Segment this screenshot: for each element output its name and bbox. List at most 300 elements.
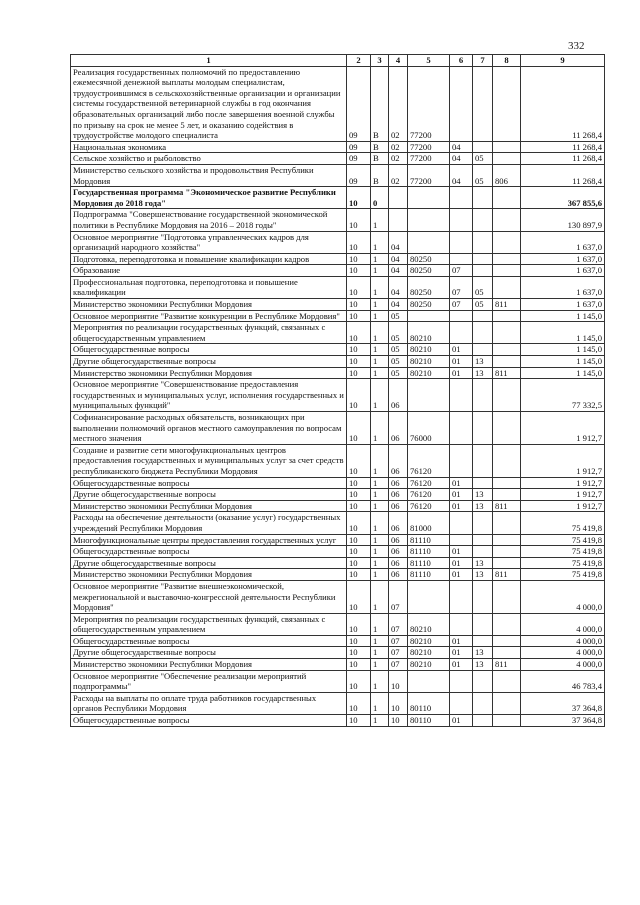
amount-cell: 1 637,0 [521, 276, 605, 298]
row-name-cell: Подготовка, переподготовка и повышение квалификации кадров [71, 253, 347, 265]
code-cell: 80210 [408, 344, 450, 356]
row-name-cell: Другие общегосударственные вопросы [71, 489, 347, 501]
code-cell [408, 209, 450, 231]
row-name-cell: Общегосударственные вопросы [71, 344, 347, 356]
code-cell: 10 [347, 569, 371, 581]
code-cell [473, 187, 493, 209]
code-cell: 1 [371, 253, 389, 265]
amount-cell: 1 912,7 [521, 477, 605, 489]
code-cell [450, 322, 473, 344]
code-cell: 1 [371, 647, 389, 659]
code-cell [450, 66, 473, 141]
code-cell: 09 [347, 66, 371, 141]
code-cell: 10 [347, 557, 371, 569]
amount-cell: 1 637,0 [521, 265, 605, 277]
code-cell: 80110 [408, 692, 450, 714]
code-cell: 10 [347, 299, 371, 311]
code-cell: 10 [347, 477, 371, 489]
code-cell: 10 [347, 489, 371, 501]
row-name-cell: Создание и развитие сети многофункциональных центров предоставления государственных и муниципальных услуг за счет средств республиканского бюджета Республики Мордовия [71, 444, 347, 477]
table-row [71, 187, 605, 209]
code-cell [493, 209, 521, 231]
code-cell: 80250 [408, 253, 450, 265]
code-cell: 01 [450, 635, 473, 647]
code-cell: 13 [473, 356, 493, 368]
code-cell [473, 310, 493, 322]
header-cell: 3 [371, 55, 389, 67]
code-cell: 80210 [408, 367, 450, 379]
code-cell: 10 [347, 344, 371, 356]
code-cell: 13 [473, 569, 493, 581]
code-cell: 05 [389, 356, 408, 368]
code-cell [473, 379, 493, 412]
code-cell: 811 [493, 367, 521, 379]
code-cell [450, 209, 473, 231]
row-name-cell: Национальная экономика [71, 141, 347, 153]
table-row [71, 580, 605, 613]
amount-cell: 1 637,0 [521, 231, 605, 253]
header-cell: 8 [493, 55, 521, 67]
code-cell [493, 546, 521, 558]
code-cell: 01 [450, 344, 473, 356]
row-name-cell: Сельское хозяйство и рыболовство [71, 153, 347, 165]
code-cell: 10 [347, 715, 371, 727]
code-cell [493, 557, 521, 569]
code-cell: 80110 [408, 715, 450, 727]
table-row [71, 322, 605, 344]
code-cell [493, 412, 521, 445]
amount-cell: 4 000,0 [521, 647, 605, 659]
amount-cell: 4 000,0 [521, 580, 605, 613]
code-cell: 10 [347, 209, 371, 231]
code-cell [473, 670, 493, 692]
code-cell: 10 [389, 715, 408, 727]
row-name-cell: Министерство сельского хозяйства и продовольствия Республики Мордовия [71, 164, 347, 186]
row-name-cell: Министерство экономики Республики Мордовия [71, 659, 347, 671]
amount-cell: 1 145,0 [521, 356, 605, 368]
code-cell: 05 [473, 276, 493, 298]
code-cell [493, 534, 521, 546]
code-cell [473, 692, 493, 714]
code-cell: 04 [450, 153, 473, 165]
code-cell: 06 [389, 412, 408, 445]
code-cell: 07 [389, 659, 408, 671]
code-cell: 07 [389, 635, 408, 647]
code-cell: 80210 [408, 356, 450, 368]
code-cell: 04 [389, 231, 408, 253]
table-row [71, 444, 605, 477]
code-cell: 811 [493, 659, 521, 671]
table-row [71, 276, 605, 298]
code-cell: 1 [371, 512, 389, 534]
code-cell: 01 [450, 489, 473, 501]
code-cell: 06 [389, 546, 408, 558]
code-cell: 77200 [408, 141, 450, 153]
code-cell: 1 [371, 265, 389, 277]
code-cell: 05 [389, 310, 408, 322]
code-cell [450, 670, 473, 692]
code-cell: 10 [347, 659, 371, 671]
code-cell: 1 [371, 659, 389, 671]
code-cell: 04 [389, 265, 408, 277]
code-cell: В [371, 141, 389, 153]
code-cell: 10 [347, 379, 371, 412]
code-cell: 06 [389, 489, 408, 501]
code-cell [473, 265, 493, 277]
row-name-cell: Общегосударственные вопросы [71, 635, 347, 647]
code-cell: 10 [347, 512, 371, 534]
code-cell: 01 [450, 477, 473, 489]
code-cell: 1 [371, 276, 389, 298]
code-cell [408, 670, 450, 692]
code-cell: 1 [371, 715, 389, 727]
code-cell: 06 [389, 500, 408, 512]
code-cell: 81110 [408, 557, 450, 569]
code-cell [450, 580, 473, 613]
amount-cell: 1 637,0 [521, 253, 605, 265]
row-name-cell: Министерство экономики Республики Мордовия [71, 299, 347, 311]
code-cell [450, 444, 473, 477]
row-name-cell: Софинансирование расходных обязательств, возникающих при выполнении полномочий органов местного самоуправления по вопросам местного значения [71, 412, 347, 445]
amount-cell: 75 419,8 [521, 512, 605, 534]
code-cell: 10 [347, 580, 371, 613]
code-cell: 10 [347, 310, 371, 322]
code-cell: 81110 [408, 546, 450, 558]
code-cell [493, 276, 521, 298]
table-row [71, 512, 605, 534]
code-cell [493, 444, 521, 477]
code-cell [493, 489, 521, 501]
code-cell: 76120 [408, 444, 450, 477]
code-cell: 77200 [408, 153, 450, 165]
code-cell: 811 [493, 569, 521, 581]
page-number: 332 [568, 40, 585, 52]
table-row [71, 546, 605, 558]
code-cell: 10 [389, 692, 408, 714]
header-cell: 9 [521, 55, 605, 67]
code-cell: 06 [389, 477, 408, 489]
code-cell: 76120 [408, 489, 450, 501]
code-cell [493, 253, 521, 265]
code-cell: 01 [450, 367, 473, 379]
code-cell: 76000 [408, 412, 450, 445]
code-cell: 1 [371, 546, 389, 558]
amount-cell: 367 855,6 [521, 187, 605, 209]
amount-cell: 11 268,4 [521, 66, 605, 141]
amount-cell: 1 145,0 [521, 322, 605, 344]
code-cell: 80250 [408, 276, 450, 298]
code-cell: 1 [371, 613, 389, 635]
amount-cell: 130 897,9 [521, 209, 605, 231]
code-cell [450, 379, 473, 412]
code-cell: 81110 [408, 569, 450, 581]
table-row [71, 569, 605, 581]
code-cell: 1 [371, 692, 389, 714]
code-cell [493, 187, 521, 209]
table-row [71, 534, 605, 546]
code-cell [493, 310, 521, 322]
code-cell: 02 [389, 66, 408, 141]
row-name-cell: Основное мероприятие "Обеспечение реализации мероприятий подпрограммы" [71, 670, 347, 692]
amount-cell: 75 419,8 [521, 557, 605, 569]
table-row [71, 635, 605, 647]
amount-cell: 37 364,8 [521, 715, 605, 727]
table-row [71, 613, 605, 635]
header-cell: 5 [408, 55, 450, 67]
table-row [71, 231, 605, 253]
table-row [71, 379, 605, 412]
code-cell: 1 [371, 231, 389, 253]
code-cell: 05 [473, 164, 493, 186]
code-cell: 01 [450, 647, 473, 659]
amount-cell: 46 783,4 [521, 670, 605, 692]
table-row [71, 209, 605, 231]
row-name-cell: Профессиональная подготовка, переподготовка и повышение квалификации [71, 276, 347, 298]
code-cell: 06 [389, 557, 408, 569]
code-cell [473, 613, 493, 635]
code-cell [493, 231, 521, 253]
row-name-cell: Основное мероприятие "Подготовка управленческих кадров для организаций народного хозяйства" [71, 231, 347, 253]
code-cell: 80250 [408, 299, 450, 311]
code-cell: 811 [493, 500, 521, 512]
code-cell [493, 512, 521, 534]
code-cell [493, 580, 521, 613]
code-cell: 80210 [408, 647, 450, 659]
header-cell: 6 [450, 55, 473, 67]
code-cell [408, 231, 450, 253]
code-cell [450, 692, 473, 714]
code-cell: 01 [450, 715, 473, 727]
code-cell [473, 477, 493, 489]
code-cell: 04 [389, 276, 408, 298]
table-row [71, 647, 605, 659]
code-cell: 05 [473, 299, 493, 311]
header-cell: 7 [473, 55, 493, 67]
code-cell: 1 [371, 500, 389, 512]
code-cell: 76120 [408, 477, 450, 489]
code-cell [408, 187, 450, 209]
amount-cell: 75 419,8 [521, 546, 605, 558]
code-cell [389, 209, 408, 231]
row-name-cell: Другие общегосударственные вопросы [71, 647, 347, 659]
code-cell [408, 580, 450, 613]
code-cell [493, 322, 521, 344]
code-cell: 10 [347, 187, 371, 209]
code-cell: 13 [473, 500, 493, 512]
row-name-cell: Другие общегосударственные вопросы [71, 557, 347, 569]
code-cell: 10 [347, 322, 371, 344]
code-cell: 77200 [408, 66, 450, 141]
row-name-cell: Расходы на обеспечение деятельности (оказание услуг) государственных учреждений Республики Мордовия [71, 512, 347, 534]
code-cell [450, 253, 473, 265]
code-cell [450, 412, 473, 445]
code-cell: 07 [389, 647, 408, 659]
code-cell: 10 [347, 231, 371, 253]
code-cell: 10 [347, 412, 371, 445]
code-cell: 1 [371, 310, 389, 322]
code-cell: 1 [371, 299, 389, 311]
code-cell [493, 692, 521, 714]
code-cell: 01 [450, 569, 473, 581]
row-name-cell: Мероприятия по реализации государственных функций, связанных с общегосударственным управлением [71, 613, 347, 635]
code-cell [493, 141, 521, 153]
amount-cell: 77 332,5 [521, 379, 605, 412]
code-cell: 80210 [408, 659, 450, 671]
code-cell [493, 613, 521, 635]
row-name-cell: Расходы на выплаты по оплате труда работников государственных органов Республики Мордовия [71, 692, 347, 714]
table-row [71, 367, 605, 379]
table-row [71, 692, 605, 714]
code-cell: 13 [473, 647, 493, 659]
code-cell [473, 444, 493, 477]
row-name-cell: Мероприятия по реализации государственных функций, связанных с общегосударственным управлением [71, 322, 347, 344]
code-cell: 07 [389, 613, 408, 635]
code-cell: 10 [347, 670, 371, 692]
code-cell [450, 187, 473, 209]
code-cell: 06 [389, 534, 408, 546]
table-row [71, 310, 605, 322]
code-cell: 10 [347, 356, 371, 368]
code-cell: 1 [371, 670, 389, 692]
code-cell: 10 [347, 367, 371, 379]
code-cell: 1 [371, 489, 389, 501]
code-cell: 1 [371, 557, 389, 569]
budget-table [70, 54, 605, 727]
code-cell: 02 [389, 164, 408, 186]
code-cell: 1 [371, 534, 389, 546]
table-row [71, 659, 605, 671]
code-cell: 04 [389, 253, 408, 265]
code-cell: 1 [371, 477, 389, 489]
table-row [71, 356, 605, 368]
code-cell: 09 [347, 141, 371, 153]
amount-cell: 1 145,0 [521, 310, 605, 322]
code-cell: 06 [389, 512, 408, 534]
code-cell [493, 647, 521, 659]
code-cell: 07 [389, 580, 408, 613]
code-cell: 13 [473, 659, 493, 671]
code-cell: 13 [473, 489, 493, 501]
code-cell [473, 141, 493, 153]
row-name-cell: Другие общегосударственные вопросы [71, 356, 347, 368]
code-cell: 01 [450, 500, 473, 512]
code-cell: 05 [389, 322, 408, 344]
code-cell [450, 512, 473, 534]
row-name-cell: Общегосударственные вопросы [71, 477, 347, 489]
row-name-cell: Многофункциональные центры предоставления государственных услуг [71, 534, 347, 546]
code-cell [450, 613, 473, 635]
code-cell: 1 [371, 580, 389, 613]
code-cell [450, 310, 473, 322]
code-cell: 806 [493, 164, 521, 186]
code-cell: 1 [371, 412, 389, 445]
amount-cell: 1 912,7 [521, 412, 605, 445]
code-cell [473, 66, 493, 141]
code-cell: 04 [450, 164, 473, 186]
table-row [71, 66, 605, 141]
amount-cell: 1 145,0 [521, 344, 605, 356]
code-cell [493, 670, 521, 692]
code-cell [408, 310, 450, 322]
table-row [71, 489, 605, 501]
code-cell: 01 [450, 557, 473, 569]
code-cell: 02 [389, 141, 408, 153]
code-cell [473, 580, 493, 613]
table-row [71, 715, 605, 727]
code-cell: 05 [389, 344, 408, 356]
table-row [71, 164, 605, 186]
code-cell [493, 477, 521, 489]
code-cell [473, 344, 493, 356]
code-cell: 10 [347, 692, 371, 714]
header-cell: 4 [389, 55, 408, 67]
row-name-cell: Подпрограмма "Совершенствование государственной экономической политики в Республике Мордовия на 2016 – 2018 годы" [71, 209, 347, 231]
code-cell [473, 715, 493, 727]
code-cell [493, 344, 521, 356]
code-cell [473, 322, 493, 344]
code-cell: 77200 [408, 164, 450, 186]
code-cell: 10 [347, 613, 371, 635]
code-cell: 06 [389, 444, 408, 477]
table-row [71, 500, 605, 512]
code-cell: В [371, 66, 389, 141]
code-cell: 81110 [408, 534, 450, 546]
amount-cell: 1 637,0 [521, 299, 605, 311]
code-cell: 10 [347, 276, 371, 298]
code-cell [493, 66, 521, 141]
code-cell: 06 [389, 569, 408, 581]
table-row [71, 412, 605, 445]
code-cell: 02 [389, 153, 408, 165]
code-cell: 01 [450, 546, 473, 558]
code-cell [473, 546, 493, 558]
row-name-cell: Министерство экономики Республики Мордовия [71, 569, 347, 581]
code-cell: 1 [371, 209, 389, 231]
code-cell: 09 [347, 164, 371, 186]
amount-cell: 11 268,4 [521, 153, 605, 165]
amount-cell: 4 000,0 [521, 635, 605, 647]
row-name-cell: Министерство экономики Республики Мордовия [71, 367, 347, 379]
code-cell: 10 [347, 265, 371, 277]
code-cell: 1 [371, 379, 389, 412]
code-cell [450, 534, 473, 546]
code-cell: 10 [347, 253, 371, 265]
code-cell: 10 [347, 534, 371, 546]
code-cell [408, 379, 450, 412]
code-cell [473, 412, 493, 445]
code-cell [389, 187, 408, 209]
code-cell: 80250 [408, 265, 450, 277]
code-cell: 01 [450, 356, 473, 368]
table-row [71, 265, 605, 277]
code-cell: 1 [371, 322, 389, 344]
code-cell [493, 265, 521, 277]
code-cell: В [371, 153, 389, 165]
amount-cell: 75 419,8 [521, 569, 605, 581]
code-cell: 10 [389, 670, 408, 692]
code-cell: 1 [371, 569, 389, 581]
code-cell: 07 [450, 265, 473, 277]
code-cell: 10 [347, 635, 371, 647]
table-row [71, 253, 605, 265]
code-cell: 07 [450, 276, 473, 298]
code-cell: 10 [347, 444, 371, 477]
code-cell: 04 [389, 299, 408, 311]
row-name-cell: Общегосударственные вопросы [71, 715, 347, 727]
code-cell: 80210 [408, 322, 450, 344]
row-name-cell: Основное мероприятие "Развитие внешнеэкономической, межрегиональной и выставочно-конгрессной деятельности Республики Мордовия" [71, 580, 347, 613]
table-row [71, 557, 605, 569]
